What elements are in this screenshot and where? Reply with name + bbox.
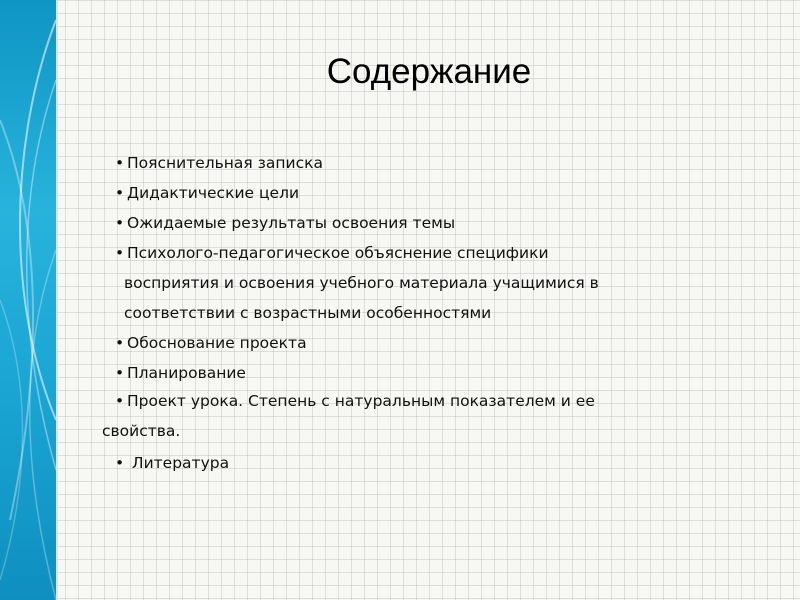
list-item-text: свойства.: [102, 422, 181, 440]
list-item-text: Ожидаемые результаты освоения темы: [127, 214, 456, 232]
list-item-continuation: [115, 298, 780, 328]
list-item: [115, 178, 780, 208]
list-item: [115, 388, 780, 418]
list-item-continuation: [115, 268, 780, 298]
list-item-text: Планирование: [127, 364, 246, 382]
list-item: [115, 208, 780, 238]
list-item-text: Проект урока. Степень с натуральным показателем и ее: [127, 392, 595, 410]
bullet: •: [115, 334, 125, 352]
list-item-text: соответствии с возрастными особенностями: [124, 304, 492, 322]
list-item: [115, 148, 780, 178]
slide-title: Содержание: [326, 52, 532, 91]
wave-decoration: [0, 0, 56, 600]
list-item-text: восприятия и освоения учебного материала учащимися в: [124, 274, 599, 292]
decorative-side-band: [0, 0, 56, 600]
list-item: [115, 358, 780, 388]
list-item: [115, 448, 780, 478]
bullet: •: [115, 214, 125, 232]
list-item-continuation: [102, 418, 780, 448]
bullet: •: [115, 392, 125, 410]
list-item-text: Литература: [127, 454, 230, 472]
bullet: •: [115, 454, 125, 472]
list-item: [115, 328, 780, 358]
contents-list: [102, 148, 780, 478]
list-item: [115, 238, 780, 268]
bullet: •: [115, 184, 125, 202]
bullet: •: [115, 364, 125, 382]
list-item-text: Психолого-педагогическое объяснение специфики: [127, 244, 549, 262]
list-item-text: Пояснительная записка: [127, 154, 324, 172]
list-item-text: Обоснование проекта: [127, 334, 307, 352]
list-item-text: Дидактические цели: [127, 184, 300, 202]
bullet: •: [115, 244, 125, 262]
bullet: •: [115, 154, 125, 172]
